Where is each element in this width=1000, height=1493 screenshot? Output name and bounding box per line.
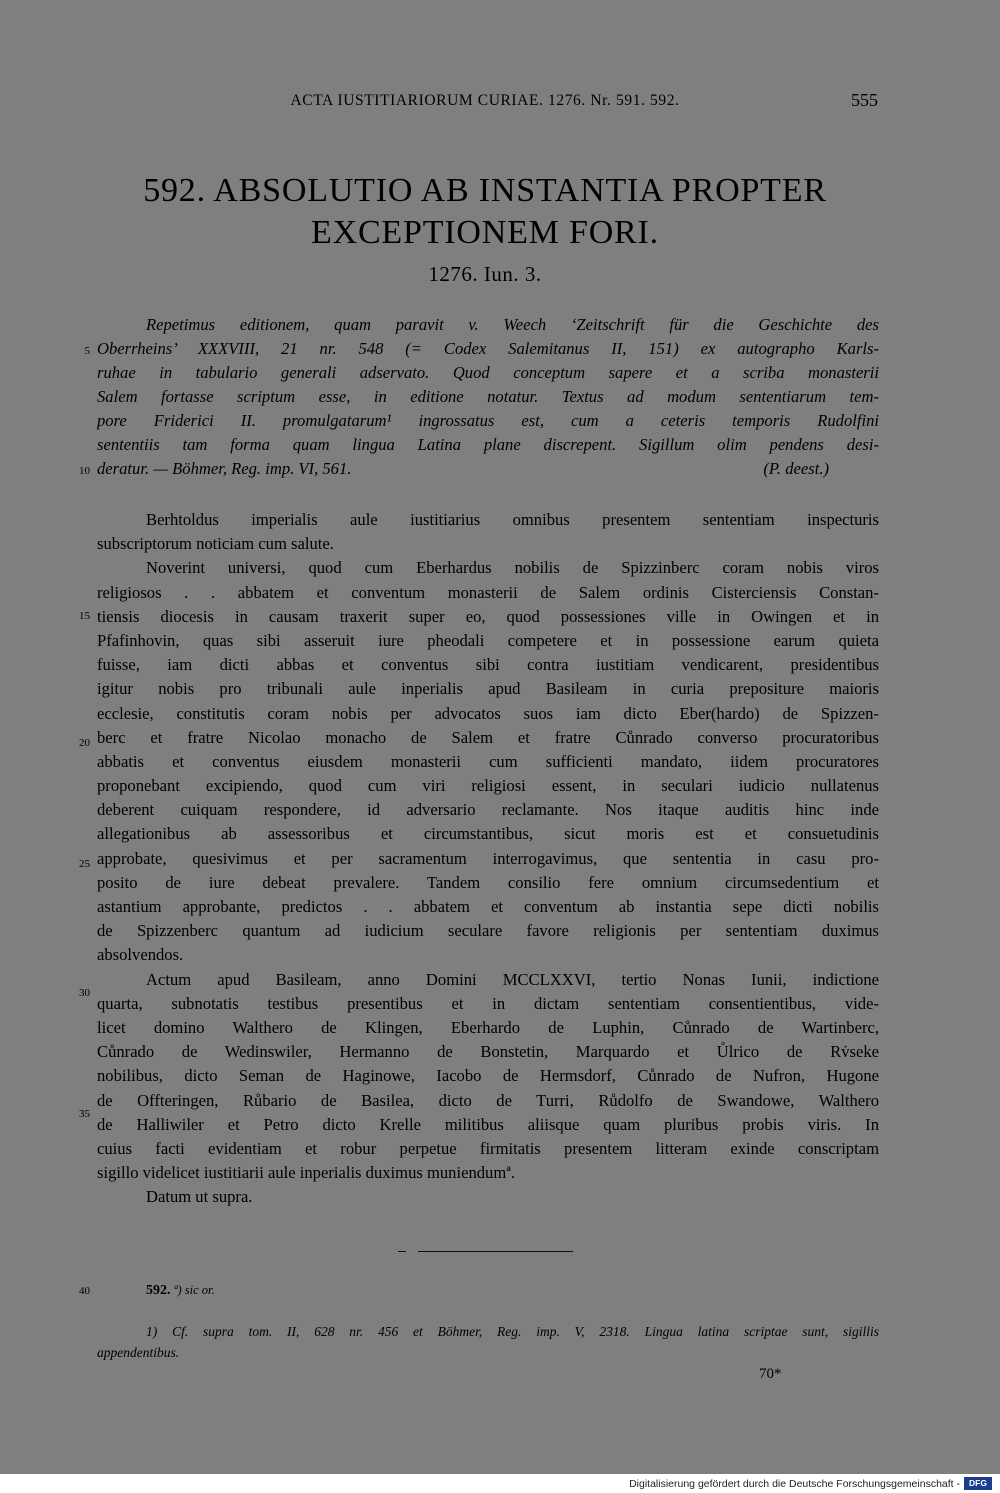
body-line: Berhtoldus imperialis aule iustitiarius omnibus presentem sententiam inspecturis	[146, 510, 879, 529]
separator-rule	[418, 1251, 573, 1252]
body-line: astantium approbante, predictos . . abbatem et conventum ab instantia sepe dicti nobilis	[97, 897, 879, 916]
running-title: ACTA IUSTITIARIORUM CURIAE. 1276. Nr. 591. 592.	[290, 92, 680, 109]
body-line: berc et fratre Nicolao monacho de Salem et fratre Cůnrado converso procuratoribus	[97, 727, 879, 747]
title-line: EXCEPTIONEM FORI.	[311, 214, 659, 251]
body-line: licet domino Walthero de Klingen, Eberhardo de Luphin, Cůnrado de Wartinberc,	[97, 1017, 879, 1037]
footnote	[97, 1321, 879, 1363]
body-line: fuisse, iam dicti abbas et conventus sibi contra iustitiam vendicarent, presidentibus	[97, 655, 879, 675]
apparatus-ref: 592.	[146, 1283, 171, 1298]
body-line: igitur nobis pro tribunali aule inperialis apud Basileam in curia prepositure maioris	[97, 679, 879, 699]
footnote-line: 1) Cf. supra tom. II, 628 nr. 456 et Böhmer, Reg. imp. V, 2318. Lingua latina scriptae sunt, sigillis	[146, 1324, 879, 1339]
body-line: de Halliwiler et Petro dicto Krelle militibus aliisque quam pluribus probis viris. In	[97, 1114, 879, 1134]
intro-line: Salem fortasse scriptum esse, in editione notatur. Textus ad modum sententiarum tem-	[97, 387, 879, 406]
signature-mark: 70*	[759, 1366, 782, 1382]
line-number: 30	[79, 987, 90, 999]
document-body	[97, 508, 879, 1209]
document-date: 1276. Iun. 3.	[428, 262, 542, 286]
line-number: 15	[79, 610, 90, 622]
intro-line-text: deratur. — Böhmer, Reg. imp. VI, 561.	[97, 459, 352, 478]
body-line: Pfafinhovin, quas sibi asseruit iure pheodali competere et in possessione earum quieta	[97, 630, 879, 650]
intro-line: Oberrheins’ XXXVIII, 21 nr. 548 (= Codex Salemitanus II, 151) ex autographo Karls-	[97, 339, 879, 358]
body-line: abbatis et conventus eiusdem monasterii cum sufficienti mandato, iidem procuratores	[97, 751, 879, 771]
body-line: absolvendos.	[97, 945, 184, 965]
body-line: Datum ut supra.	[146, 1187, 253, 1207]
body-line: Noverint universi, quod cum Eberhardus nobilis de Spizzinberc coram nobis viros	[146, 558, 879, 578]
line-number: 10	[79, 465, 90, 477]
digitization-credit: Digitalisierung gefördert durch die Deutsche Forschungsgemeinschaft -	[629, 1478, 960, 1490]
dfg-logo: DFG	[964, 1477, 992, 1490]
line-number: 20	[79, 737, 90, 749]
intro-note: (P. deest.)	[763, 459, 829, 478]
body-line: Cůnrado de Wedinswiler, Hermanno de Bonstetin, Marquardo et Ůlrico de Rv̇seke	[97, 1042, 879, 1062]
intro-line	[97, 457, 879, 481]
body-line: de Offteringen, Růbario de Basilea, dicto de Turri, Růdolfo de Swandowe, Walthero	[97, 1090, 879, 1110]
document-title	[90, 170, 880, 254]
body-line: allegationibus ab assessoribus et circumstantibus, sicut moris est et consuetudinis	[97, 824, 879, 844]
page-number: 555	[851, 90, 878, 110]
body-line: sigillo videlicet iustitiarii aule inperialis duximus muniendumª.	[97, 1163, 515, 1183]
intro-line: pore Friderici II. promulgatarum¹ ingrossatus est, cum a ceteris temporis Rudolfini	[97, 411, 879, 430]
title-line: 592. ABSOLUTIO AB INSTANTIA PROPTER	[143, 172, 827, 209]
line-number: 40	[79, 1285, 90, 1297]
body-line: deberent cuiquam respondere, id adversario reclamante. Nos itaque auditis hinc inde	[97, 800, 879, 820]
intro-line: ruhae in tabulario generali adservato. Quod conceptum sapere et a scriba monasterii	[97, 363, 879, 382]
page-header	[0, 90, 1000, 114]
body-line: proponebant excipiendo, quod cum viri religiosi essent, in seculari iudicio nullatenus	[97, 776, 879, 796]
separator-rule	[398, 1251, 406, 1252]
body-line: tiensis diocesis in causam traxerit super eo, quod possessiones ville in Owingen et in	[97, 606, 879, 626]
apparatus-note	[146, 1283, 215, 1299]
line-number: 35	[79, 1108, 90, 1120]
body-line: Actum apud Basileam, anno Domini MCCLXXVI, tertio Nonas Iunii, indictione	[146, 969, 879, 989]
body-line: nobilibus, dicto Seman de Haginowe, Iacobo de Hermsdorf, Cůnrado de Nufron, Hugone	[97, 1066, 879, 1086]
line-number: 25	[79, 858, 90, 870]
body-line: quarta, subnotatis testibus presentibus et in dictam sententiam consentientibus, vide-	[97, 993, 879, 1013]
body-line: religiosos . . abbatem et conventum monasterii de Salem ordinis Cisterciensis Constan-	[97, 582, 879, 602]
body-line: ecclesie, constitutis coram nobis per advocatos suos iam dicto Eber(hardo) de Spizzen-	[97, 703, 879, 723]
body-line: de Spizzenberc quantum ad iudicium seculare favore religionis per sententiam duximus	[97, 921, 879, 941]
apparatus-text: ª) sic or.	[174, 1283, 215, 1297]
body-line: subscriptorum noticiam cum salute.	[97, 534, 334, 554]
line-number: 5	[84, 345, 90, 357]
intro-line: Repetimus editionem, quam paravit v. Weech ‘Zeitschrift für die Geschichte des	[146, 315, 879, 334]
intro-line: sententiis tam forma quam lingua Latina plane discrepent. Sigillum olim pendens desi-	[97, 435, 879, 454]
editorial-introduction	[97, 313, 879, 481]
body-line: approbate, quesivimus et per sacramentum interrogavimus, que sententia in casu pro-	[97, 848, 879, 868]
body-line: posito de iure debeat prevalere. Tandem consilio fere omnium circumsedentium et	[97, 872, 879, 892]
body-line: cuius facti evidentiam et robur perpetue firmitatis presentem litteram exinde conscriptam	[97, 1138, 879, 1158]
footnote-line: appendentibus.	[97, 1345, 180, 1360]
